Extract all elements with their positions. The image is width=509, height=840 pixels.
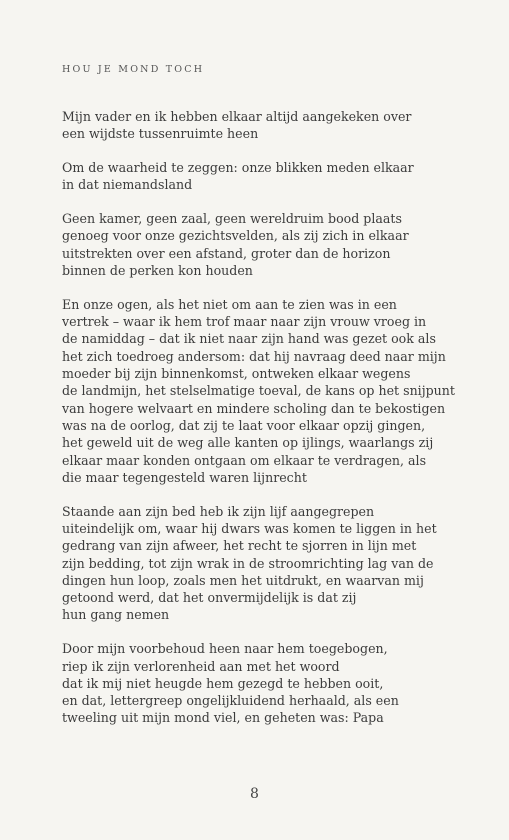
- poem-line: Om de waarheid te zeggen: onze blikken meden elkaar: [62, 160, 414, 176]
- stanza-1: [62, 108, 502, 143]
- stanza-2: [62, 159, 502, 194]
- poem-line: van hogere welvaart en mindere scholing dan te bekostigen: [62, 400, 446, 416]
- poem-line: tweeling uit mijn mond viel, en geheten was: Papa: [62, 710, 384, 726]
- stanza-6: [62, 640, 502, 726]
- poem-line: dat ik mij niet heugde hem gezegd te hebben ooit,: [62, 675, 384, 691]
- poem-line: de namiddag – dat ik niet naar zijn hand was gezet ook als: [62, 331, 436, 347]
- poem-line: dingen hun loop, zoals men het uitdrukt, en waarvan mij: [62, 572, 424, 588]
- poem-line: die maar tegengesteld waren lijnrecht: [62, 469, 307, 485]
- poem-line: uiteindelijk om, waar hij dwars was komen te liggen in het: [62, 520, 437, 536]
- poem-line: genoeg voor onze gezichtsvelden, als zij zich in elkaar: [62, 228, 409, 244]
- poem-line: En onze ogen, als het niet om aan te zien was in een: [62, 296, 397, 312]
- poem-line: en dat, lettergreep ongelijkluidend herhaald, als een: [62, 693, 399, 709]
- stanza-3: [62, 210, 502, 279]
- poem-line: Mijn vader en ik hebben elkaar altijd aangekeken over: [62, 109, 412, 124]
- poem-line: was na de oorlog, dat zij te laat voor elkaar opzij gingen,: [62, 417, 426, 433]
- poem-line: het zich toedroeg andersom: dat hij navraag deed naar mijn: [62, 348, 446, 364]
- running-head: HOU JE MOND TOCH: [62, 64, 205, 75]
- poem-line: een wijdste tussenruimte heen: [62, 126, 259, 142]
- poem-line: vertrek – waar ik hem trof maar naar zijn vrouw vroeg in: [62, 314, 427, 330]
- poem-line: hun gang nemen: [62, 607, 170, 623]
- poem-line: Geen kamer, geen zaal, geen wereldruim bood plaats: [62, 211, 402, 227]
- poem-line: in dat niemandsland: [62, 177, 193, 193]
- poem-line: getoond werd, dat het onvermijdelijk is dat zij: [62, 590, 357, 606]
- poem-line: uitstrekten over een afstand, groter dan de horizon: [62, 245, 391, 261]
- poem-line: elkaar maar konden ontgaan om elkaar te verdragen, als: [62, 452, 427, 468]
- poem-line: moeder bij zijn binnenkomst, ontweken elkaar wegens: [62, 366, 411, 382]
- poem-line: gedrang van zijn afweer, het recht te sjorren in lijn met: [62, 538, 417, 554]
- stanza-4: [62, 296, 502, 486]
- poem-line: de landmijn, het stelselmatige toeval, de kans op het snijpunt: [62, 383, 455, 399]
- poem-line: Door mijn voorbehoud heen naar hem toegebogen,: [62, 641, 388, 657]
- poem-line: binnen de perken kon houden: [62, 263, 253, 279]
- poem-line: zijn bedding, tot zijn wrak in de stroomrichting lag van de: [62, 555, 434, 571]
- poem-line: het geweld uit de weg alle kanten op ijlings, waarlangs zij: [62, 435, 434, 451]
- poem-line: riep ik zijn verlorenheid aan met het woord: [62, 658, 340, 674]
- page-number: 8: [250, 786, 259, 802]
- poem-line: Staande aan zijn bed heb ik zijn lijf aangegrepen: [62, 503, 375, 519]
- stanza-5: [62, 503, 502, 624]
- poem-body: [62, 108, 502, 743]
